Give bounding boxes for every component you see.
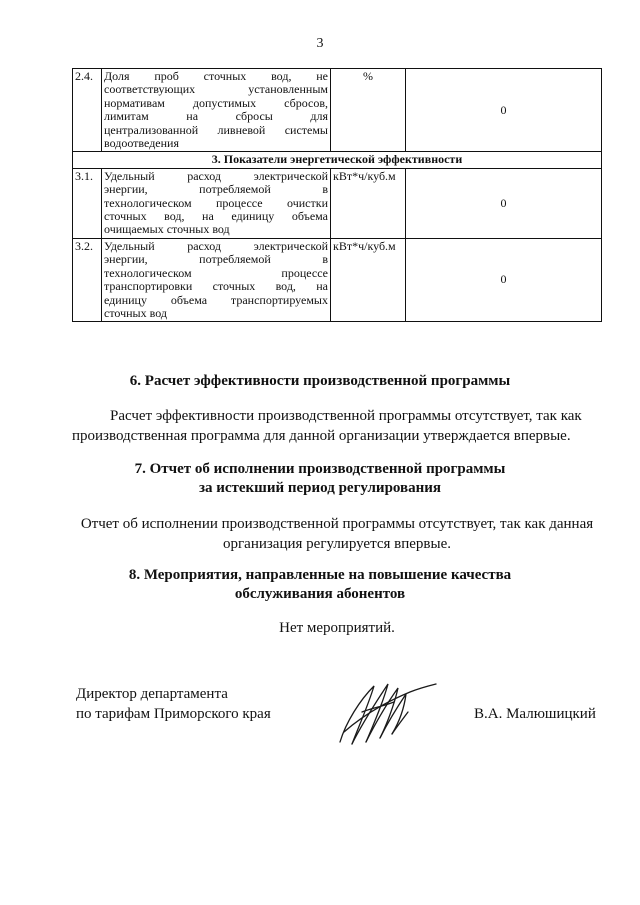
section-8-text: Нет мероприятий. xyxy=(279,620,395,636)
indicator-line: Удельный расход электрической xyxy=(104,238,328,253)
indicator-name xyxy=(102,168,331,238)
row-number: 3.2. xyxy=(73,238,102,321)
value-cell: 0 xyxy=(406,238,602,321)
section-6-text: Расчет эффективности производственной программы отсутствует, так как производственная программа для данной организации утверждается впервые. xyxy=(72,408,582,444)
section-7-title-line1: 7. Отчет об исполнении производственной программы xyxy=(134,461,506,477)
indicator-line: централизованной ливневой системы xyxy=(104,122,328,137)
value-cell: 0 xyxy=(406,69,602,152)
table-row xyxy=(73,238,602,321)
position-line: по тарифам Приморского края xyxy=(76,706,271,722)
table-row xyxy=(73,69,602,152)
indicator-line: Доля проб сточных вод, не xyxy=(104,69,328,83)
signatory-position xyxy=(76,684,271,724)
indicator-line: водоотведения xyxy=(104,136,179,151)
unit-cell: кВт*ч/куб.м xyxy=(331,168,406,238)
section-title: 3. Показатели энергетической эффективности xyxy=(73,152,602,168)
indicator-line: лимитам на сбросы для xyxy=(104,109,328,124)
unit-cell: % xyxy=(331,69,406,152)
indicator-line: сточных вод, на единицу объема xyxy=(104,209,328,224)
indicator-line: транспортировки сточных вод, на xyxy=(104,279,328,294)
indicator-name xyxy=(102,69,331,152)
indicator-line: энергии, потребляемой в xyxy=(104,182,328,197)
unit-cell: кВт*ч/куб.м xyxy=(331,238,406,321)
indicator-line: Удельный расход электрической xyxy=(104,168,328,183)
section-8-title-line2: обслуживания абонентов xyxy=(234,586,406,602)
indicator-line: соответствующих установленным xyxy=(104,82,328,97)
row-number: 2.4. xyxy=(73,69,102,152)
indicator-line: технологическом процессе xyxy=(104,265,328,280)
indicator-line: сточных вод xyxy=(104,305,167,320)
indicator-line: единицу объема транспортируемых xyxy=(104,292,328,307)
indicator-line: энергии, потребляемой в xyxy=(104,252,328,267)
indicator-name xyxy=(102,238,331,321)
row-number: 3.1. xyxy=(73,168,102,238)
handwritten-signature xyxy=(332,672,442,752)
indicators-table xyxy=(72,68,602,322)
signatory-name: В.А. Малюшицкий xyxy=(474,706,596,722)
page-number: 3 xyxy=(316,36,324,51)
section-8-title-line1: 8. Мероприятия, направленные на повышение качества xyxy=(128,567,512,583)
section-row xyxy=(73,152,602,168)
indicator-line: нормативам допустимых сбросов, xyxy=(104,95,328,110)
table-row xyxy=(73,168,602,238)
section-7-text: Отчет об исполнении производственной программы отсутствует, так как данная организация регулируется впервые. xyxy=(80,516,594,552)
section-7-title-line2: за истекший период регулирования xyxy=(198,480,442,496)
indicator-line: технологическом процессе очистки xyxy=(104,195,328,210)
position-line: Директор департамента xyxy=(76,686,228,702)
value-cell: 0 xyxy=(406,168,602,238)
section-6-title: 6. Расчет эффективности производственной программы xyxy=(129,373,511,389)
indicator-line: очищаемых сточных вод xyxy=(104,222,230,237)
